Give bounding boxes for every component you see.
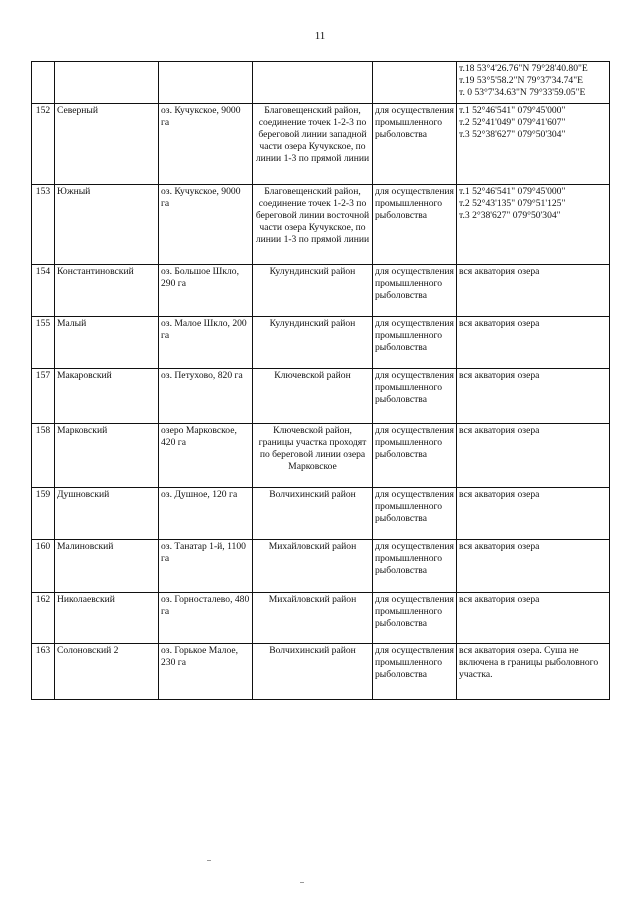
table-row	[32, 644, 610, 700]
cell-lake: оз. Горькое Малое, 230 га	[159, 644, 253, 700]
cell-location: Михайловский район	[253, 540, 373, 593]
table-row-continued	[32, 62, 610, 104]
cell-purpose: для осуществления промышленного рыболовства	[373, 644, 457, 700]
cell-location: Волчихинский район	[253, 644, 373, 700]
cell-coords	[457, 62, 610, 104]
cell-purpose: для осуществления промышленного рыболовства	[373, 317, 457, 369]
cell-num: 155	[32, 317, 55, 369]
table-row	[32, 540, 610, 593]
cell-num: 163	[32, 644, 55, 700]
cell-num: 152	[32, 104, 55, 185]
table-row	[32, 593, 610, 644]
cell-lake: оз. Горносталево, 480 га	[159, 593, 253, 644]
cell-name: Макаровский	[55, 369, 159, 424]
cell-num: 158	[32, 424, 55, 488]
cell-lake: оз. Танатар 1-й, 1100 га	[159, 540, 253, 593]
cell-purpose: для осуществления промышленного рыболовства	[373, 424, 457, 488]
coord-line: т.2 52°41'049" 079°41'607"	[459, 117, 566, 129]
cell-purpose: для осуществления промышленного рыболовства	[373, 488, 457, 540]
cell-coords: вся акватория озера	[457, 593, 610, 644]
cell-coords: вся акватория озера	[457, 424, 610, 488]
coord-line: т.18 53°4'26.76"N 79°28'40.80"E	[459, 63, 588, 74]
coord-line: т.3 2°38'627" 079°50'304"	[459, 210, 561, 222]
cell-lake: оз. Кучукское, 9000 га	[159, 104, 253, 185]
cell-lake: оз. Кучукское, 9000 га	[159, 185, 253, 265]
cell-lake: озеро Марковское, 420 га	[159, 424, 253, 488]
cell-num: 159	[32, 488, 55, 540]
cell-num: 154	[32, 265, 55, 317]
coord-line: т.19 53°5'58.2"N 79°37'34.74"E	[459, 75, 583, 87]
cell-location: Михайловский район	[253, 593, 373, 644]
cell-name: Северный	[55, 104, 159, 185]
cell-coords	[457, 185, 610, 265]
cell-lake: оз. Петухово, 820 га	[159, 369, 253, 424]
cell-location: Волчихинский район	[253, 488, 373, 540]
cell-location: Кулундинский район	[253, 317, 373, 369]
cell-name	[55, 62, 159, 104]
cell-name: Малый	[55, 317, 159, 369]
cell-lake: оз. Малое Шкло, 200 га	[159, 317, 253, 369]
cell-coords: вся акватория озера	[457, 488, 610, 540]
cell-num: 160	[32, 540, 55, 593]
coord-line: т.2 52°43'135" 079°51'125"	[459, 198, 566, 210]
cell-location: Ключевской район, границы участка проходят по береговой линии озера Марковское	[253, 424, 373, 488]
cell-num: 157	[32, 369, 55, 424]
table-row	[32, 424, 610, 488]
cell-location	[253, 62, 373, 104]
coord-line: т.3 52°38'627" 079°50'304"	[459, 129, 566, 141]
cell-coords: вся акватория озера. Суша не включена в границы рыболовного участка.	[457, 644, 610, 700]
cell-coords	[457, 104, 610, 185]
cell-name: Южный	[55, 185, 159, 265]
table-row	[32, 317, 610, 369]
cell-name: Душновский	[55, 488, 159, 540]
cell-purpose: для осуществления промышленного рыболовства	[373, 369, 457, 424]
cell-lake: оз. Душное, 120 га	[159, 488, 253, 540]
cell-num: 153	[32, 185, 55, 265]
cell-coords: вся акватория озера	[457, 540, 610, 593]
table-row	[32, 265, 610, 317]
cell-num	[32, 62, 55, 104]
cell-coords: вся акватория озера	[457, 317, 610, 369]
cell-name: Малиновский	[55, 540, 159, 593]
cell-location: Благовещенский район, соединение точек 1-2-3 по береговой линии западной части озера Кучукское, по линии 1-3 по прямой линии	[253, 104, 373, 185]
cell-purpose: для осуществления промышленного рыболовства	[373, 265, 457, 317]
coord-line: т.1 52°46'541" 079°45'000"	[459, 105, 566, 116]
cell-purpose: для осуществления промышленного рыболовства	[373, 104, 457, 185]
table-row	[32, 185, 610, 265]
table-row	[32, 104, 610, 185]
cell-name: Константиновский	[55, 265, 159, 317]
cell-purpose: для осуществления промышленного рыболовства	[373, 185, 457, 265]
cell-name: Марковский	[55, 424, 159, 488]
cell-lake: оз. Большое Шкло, 290 га	[159, 265, 253, 317]
cell-name: Николаевский	[55, 593, 159, 644]
cell-purpose: для осуществления промышленного рыболовства	[373, 540, 457, 593]
table-row	[32, 488, 610, 540]
table-row	[32, 369, 610, 424]
cell-location: Кулундинский район	[253, 265, 373, 317]
cell-purpose: для осуществления промышленного рыболовства	[373, 593, 457, 644]
page-number: 11	[314, 30, 326, 42]
cell-lake	[159, 62, 253, 104]
cell-location: Ключевской район	[253, 369, 373, 424]
scan-speck	[207, 860, 211, 861]
coord-line: т. 0 53°7'34.63"N 79°33'59.05"E	[459, 87, 586, 99]
cell-location: Благовещенский район, соединение точек 1-2-3 по береговой линии восточной части озера Кучукское, по линии 1-3 по прямой линии	[253, 185, 373, 265]
cell-num: 162	[32, 593, 55, 644]
cell-purpose	[373, 62, 457, 104]
scan-speck	[300, 882, 304, 883]
fishing-areas-table	[31, 61, 610, 700]
cell-name: Солоновский 2	[55, 644, 159, 700]
cell-coords: вся акватория озера	[457, 265, 610, 317]
coord-line: т.1 52°46'541" 079°45'000"	[459, 186, 566, 197]
cell-coords: вся акватория озера	[457, 369, 610, 424]
